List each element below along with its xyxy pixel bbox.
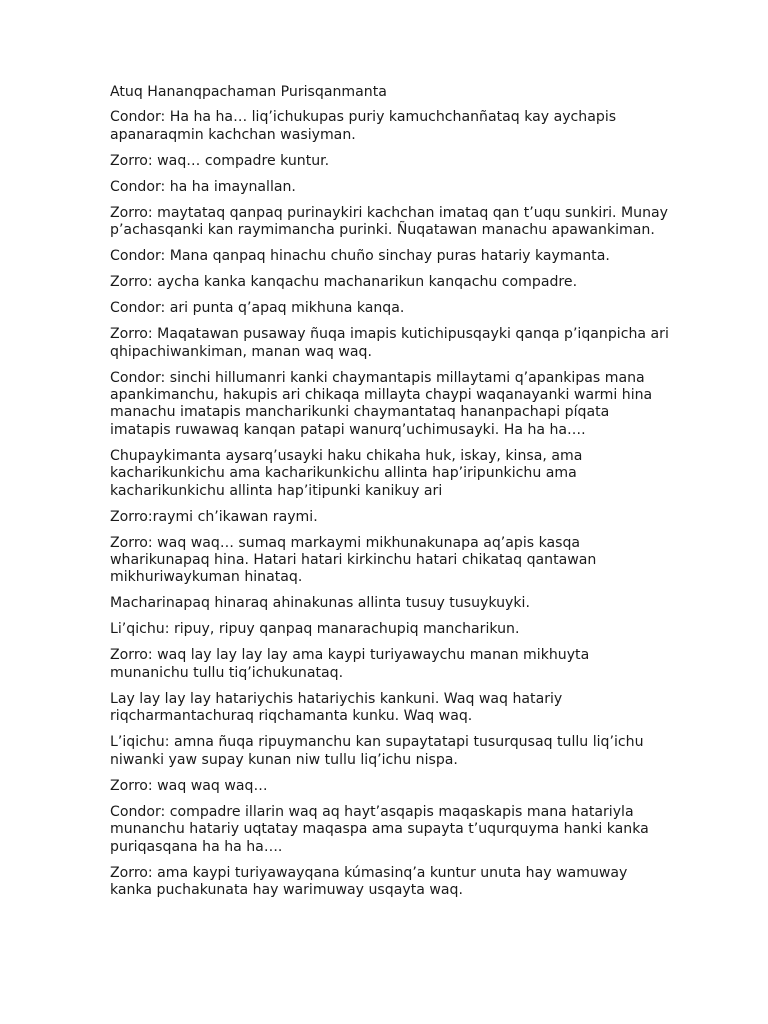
dialogue-paragraph: L’iqichu: amna ñuqa ripuymanchu kan supaytatapi tusurqusaq tullu liq’ichu niwanki yaw supay kunan niw tullu liq’ichu nispa. [110, 734, 644, 768]
dialogue-paragraph: Zorro:raymi ch’ikawan raymi. [110, 508, 318, 525]
dialogue-paragraph: Zorro: waq lay lay lay lay ama kaypi turiyawaychu manan mikhuyta munanichu tullu tiq’ichukunataq. [110, 647, 590, 681]
dialogue-paragraph: Condor: Ha ha ha… liq’ichukupas puriy kamuchchanñataq kay aychapis apanaraqmin kachchan wasiyman. [110, 109, 617, 143]
dialogue-paragraph: Zorro: maytataq qanpaq purinaykiri kachchan imataq qan t’uqu sunkiri. Munay p’achasqanki kan raymimancha purinki. Ñuqatawan manachu apawankiman. [110, 204, 668, 239]
dialogue-paragraph: Li’qichu: ripuy, ripuy qanpaq manarachupiq mancharikun. [110, 621, 520, 638]
dialogue-paragraph: Macharinapaq hinaraq ahinakunas allinta tusuy tusuykuyki. [110, 595, 530, 612]
dialogue-paragraph: Chupaykimanta aysarq’usayki haku chikaha huk, iskay, kinsa, ama kacharikunkichu ama kacharikunkichu allinta hap’iripunkichu ama kacharikunkichu allinta hap’itipunki kanikuy ari [110, 447, 583, 499]
dialogue-paragraph: Zorro: waq waq waq… [110, 777, 268, 794]
dialogue-paragraph: Zorro: Maqatawan pusaway ñuqa imapis kutichipusqayki qanqa p’iqanpicha ari qhipachiwankiman, manan waq waq. [110, 326, 669, 360]
dialogue-paragraph: Zorro: aycha kanka kanqachu machanarikun kanqachu compadre. [110, 274, 578, 291]
dialogue-paragraph: Lay lay lay lay hatariychis hatariychis kankuni. Waq waq hatariy riqcharmantachuraq riqchamanta kunku. Waq waq. [110, 690, 563, 725]
document-title: Atuq Hananqpachaman Purisqanmanta [110, 84, 387, 100]
dialogue-paragraph: Condor: compadre illarin waq aq hayt’asqapis maqaskapis mana hatariyla munanchu hatariy uqtatay maqaspa ama supayta t’uqurquyma hanki kanka puriqasqana ha ha ha…. [110, 803, 649, 855]
dialogue-paragraph: Condor: ari punta q’apaq mikhuna kanqa. [110, 300, 405, 317]
dialogue-paragraph: Zorro: ama kaypi turiyawayqana kúmasinq’a kuntur unuta hay wamuway kanka puchakunata hay warimuway usqayta waq. [110, 864, 628, 898]
dialogue-paragraph: Condor: Mana qanpaq hinachu chuño sinchay puras hatariy kaymanta. [110, 248, 610, 265]
dialogue-paragraph: Condor: sinchi hillumanri kanki chaymantapis millaytami q’apankipas mana apankimanchu, hakupis ari chikaqa millayta chaypi waqanayanki warmi hina manachu imatapis mancharikunki chaymantataq hananpachapi píqata imatapis ruwawaq kanqan patapi wanurq’uchimusayki. Ha ha ha…. [110, 369, 653, 438]
dialogue-paragraph: Zorro: waq… compadre kuntur. [110, 152, 330, 169]
dialogue-paragraph: Condor: ha ha imaynallan. [110, 178, 296, 195]
dialogue-paragraph: Zorro: waq waq… sumaq markaymi mikhunakunapa aq’apis kasqa wharikunapaq hina. Hatari hatari kirkinchu hatari chikataq qantawan mikhuriwaykuman hinataq. [110, 534, 597, 586]
document-body [110, 84, 670, 908]
